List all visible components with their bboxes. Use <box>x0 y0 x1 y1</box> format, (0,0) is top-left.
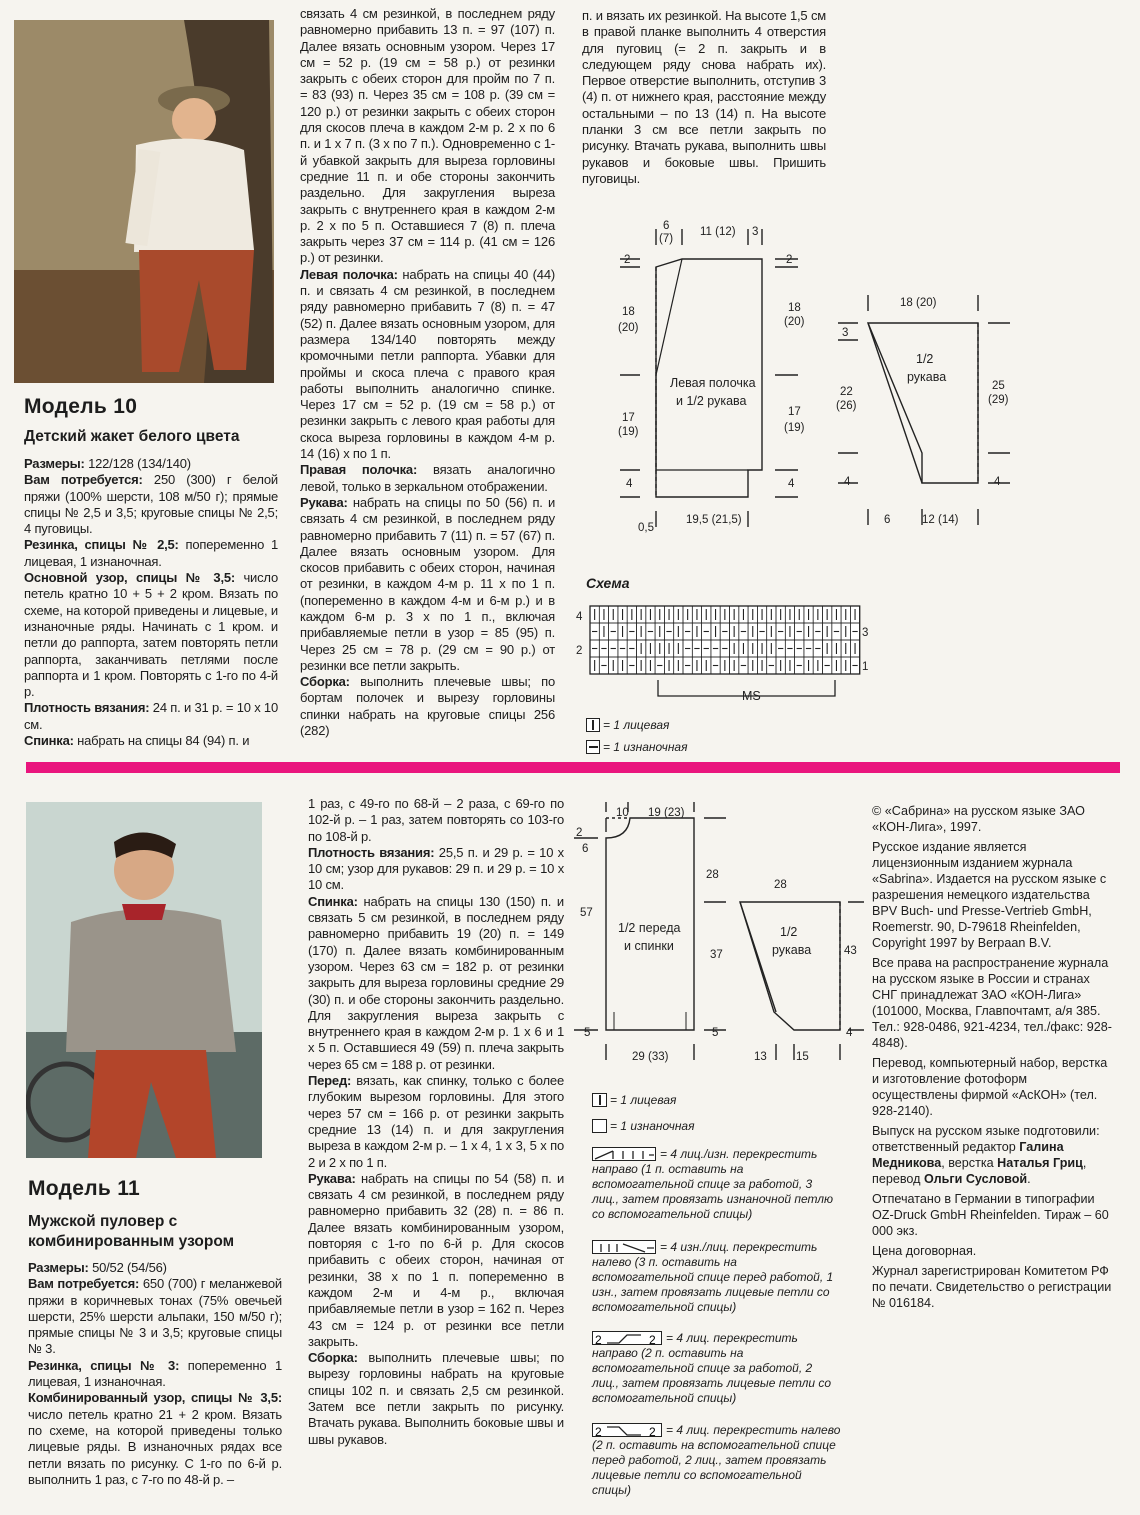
d11-label2: и спинки <box>624 939 674 953</box>
label-front1: Левая полочка <box>670 376 756 390</box>
man-illustration <box>26 802 262 1158</box>
d11-m28: 28 <box>706 869 719 881</box>
model10-col2 <box>300 6 555 739</box>
dim-s12: 12 (14) <box>922 514 959 526</box>
d11-m37: 37 <box>710 949 723 961</box>
m11c2-p2: Спинка: набрать на спицы 130 (150) п. и связать 5 см резинкой, в последнем ряду равномерно прибавить 19 (20) п. = 149 (170) п. Далее вязать комбинированным узором. Через 63 см = 182 р. от резинки закрыть для выреза горловины средние 29 (30) п. и обе стороны закончить раздельно. Для закругления выреза закрыть с внутреннего края в каждом 2-м р. 1 х 6 и 1 х 5 п. Оставшиеся 49 (59) п. плеча закрыть через 65 см = 188 р. от резинки. <box>308 893 564 1072</box>
legend-knit-symbol <box>586 718 600 732</box>
publisher-sidebar <box>872 803 1115 1315</box>
label-front2: и 1/2 рукава <box>676 394 747 408</box>
m10c2-p2: Правая полочка: вязать аналогично левой, только в зеркальном отображении. <box>300 462 555 494</box>
model11-schematic <box>566 798 866 1074</box>
dim-l4: 4 <box>626 478 633 490</box>
m11c2-p1: Плотность вязания: 25,5 п. и 29 р. = 10 х 10 см; узор для рукавов: 29 п. и 29 р. = 10 х 10 см. <box>308 844 564 893</box>
stitch-chart <box>570 598 890 708</box>
d11-s15: 15 <box>796 1051 809 1063</box>
row-2: 2 <box>576 645 583 657</box>
m11c2-p4: Рукава: набрать на спицы по 54 (58) п. и связать 4 см резинкой, в последнем ряду равномерно прибавить 32 (28) п. = 86 п. Далее вязать комбинированным узором, повторяя с 1-го по 6-й р. Для скосов прибавить с обеих сторон, начиная от резинки, 38 х по 1 п. попеременно в каждом 2-м и 4-м р., включая прибавляемые петли в узор = 162 п. Через 43 см = 124 р. от резинки все петли закрыть. <box>308 1170 564 1349</box>
dim-l17: 17 <box>622 412 635 424</box>
model11-col1 <box>28 1260 282 1488</box>
dim-s25: 25 <box>992 380 1005 392</box>
dim-11: 11 (12) <box>700 226 736 238</box>
schema-title: Схема <box>586 575 630 591</box>
m10c1-p0: Размеры: 122/128 (134/140) <box>24 456 191 471</box>
m10c1-p5: Спинка: набрать на спицы 84 (94) п. и <box>24 733 250 749</box>
m10c1-p2: Резинка, спицы № 2,5: попеременно 1 лицевая, 1 изнаночная. <box>24 537 278 569</box>
d11-s-label2: рукава <box>772 943 812 957</box>
d11-l5: 5 <box>584 1027 591 1039</box>
dim-s-top: 18 (20) <box>900 297 937 309</box>
dim-r18b: (20) <box>784 316 805 328</box>
m10c3-p0: п. и вязать их резинкой. На высоте 1,5 см в правой планке выполнить 4 отверстия для пуговиц (= 2 п. закрыть и в следующем ряду снова набрать их). Первое отверстие выполнить, отступив 3 (4) п. от нижнего края, расстояние между остальными – по 13 (14) п. На высоте планки 3 см все петли закрыть по рисунку. Втачать рукава, выполнить швы рукавов и боковые швы. Пришить пуговицы. <box>582 8 826 186</box>
dim-s25b: (29) <box>988 394 1009 406</box>
d11-s4: 4 <box>846 1027 853 1039</box>
dim-s4r: 4 <box>994 476 1001 488</box>
dim-l2: 2 <box>624 254 631 266</box>
d11-l6: 6 <box>582 843 589 855</box>
d11-t10: 10 <box>616 807 629 819</box>
d11-l57: 57 <box>580 907 593 919</box>
dim-6b: (7) <box>659 233 674 245</box>
d11-s28: 28 <box>774 879 787 891</box>
model10-subtitle: Детский жакет белого цвета <box>24 428 240 445</box>
sidebar-translation: Перевод, компьютерный набор, верстка и изготовление фотоформ осуществлены фирмой «АсКОН» (тел. 928-2140). <box>872 1056 1108 1118</box>
sidebar-registration: Журнал зарегистрирован Комитетом РФ по печати. Свидетельство о регистрации № 016184. <box>872 1264 1112 1310</box>
dim-s22b: (26) <box>836 400 857 412</box>
legend-purl-symbol <box>586 740 600 754</box>
model11-photo <box>26 802 262 1158</box>
legend-purl-text: = 1 изнаночная <box>603 740 688 754</box>
model11-subtitle: Мужской пуловер с комбинированным узором <box>28 1213 235 1250</box>
m11-legend-c3: = 4 лиц. перекрестить направо (2 п. оставить на вспомогательной спице за работой, 2 лиц., затем провязать лицевые петли со вспомогательной спицы) <box>592 1331 832 1405</box>
model10-photo <box>14 20 274 383</box>
label-sleeve1: 1/2 <box>916 352 934 366</box>
svg-text:2: 2 <box>649 1333 656 1345</box>
d11-s13: 13 <box>754 1051 767 1063</box>
m11-legend-c1: = 4 лиц./изн. перекрестить направо (1 п. оставить на вспомогательной спице за работой, 3 лиц., затем провязать изнаночной петлю со вспомогательной спицы) <box>592 1147 834 1221</box>
dim-05: 0,5 <box>638 522 654 534</box>
m11c1-p2: Резинка, спицы № 3: попеременно 1 лицевая, 1 изнаночная. <box>28 1357 282 1390</box>
m11-legend-knit-symbol <box>592 1093 607 1107</box>
model10-col3 <box>582 8 826 187</box>
svg-text:2: 2 <box>595 1333 602 1345</box>
dim-l18b: (20) <box>618 322 639 334</box>
dim-s22: 22 <box>840 386 853 398</box>
row-3: 3 <box>862 627 869 639</box>
m10c2-p1: Левая полочка: набрать на спицы 40 (44) п. и связать 4 см резинкой, в последнем ряду равномерно прибавить 7 (8) п. = 47 (52) п. Далее вязать основным узором, для размера 134/140 повторять между кромочными петли раппорта. Убавки для проймы и скоса плеча с правого края работы выполнить аналогично спинке. Через 17 см = 52 р. (19 см = 58 р.) от резинки закрыть с левого края работы для скоса выреза горловины в каждом 4-м р. 14 (16) х по 1 п. <box>300 266 555 462</box>
dim-6: 6 <box>663 220 670 232</box>
section-divider <box>26 762 1120 773</box>
m11-legend-purl: = 1 изнаночная <box>610 1119 695 1133</box>
model10-schematic <box>600 215 1030 535</box>
dim-r17: 17 <box>788 406 801 418</box>
dim-l17b: (19) <box>618 426 639 438</box>
d11-b29: 29 (33) <box>632 1051 669 1063</box>
d11-label1: 1/2 переда <box>618 921 681 935</box>
dim-s3: 3 <box>842 327 849 339</box>
m10c1-p3: Основной узор, спицы № 3,5: число петель кратно 10 + 5 + 2 кром. Вязать по схеме, на которой приведены и лицевые, и изнаночные ряды. Начинать с 1 кром. и петли до раппорта, затем повторять петли раппорта, заканчивать петлями после раппорта и 1 кром. Повторять с 1-го по 4-й р. <box>24 570 278 700</box>
model10-col1 <box>24 456 278 749</box>
svg-text:2: 2 <box>595 1425 602 1437</box>
m11-legend-knit: = 1 лицевая <box>610 1093 677 1107</box>
m11-legend-c4: = 4 лиц. перекрестить налево (2 п. оставить на вспомогательной спице перед работой, 2 лиц., затем провязать лицевые петли со вспомогательной спицы) <box>592 1423 841 1497</box>
d11-r5: 5 <box>712 1027 719 1039</box>
dim-r17b: (19) <box>784 422 805 434</box>
dim-s6: 6 <box>884 514 891 526</box>
d11-s43: 43 <box>844 945 857 957</box>
boy-illustration <box>14 20 274 383</box>
m11c1-p0: Размеры: 50/52 (54/56) <box>28 1260 167 1275</box>
m11c1-p3: Комбинированный узор, спицы № 3,5: число петель кратно 21 + 2 кром. Вязать по схеме, на которой приведены только лицевые ряды. В изнаночных рядах все петли вязать по рисунку. С 1-го по 6-й р. выполнить 1 раз, с 7-го по 48-й р. – <box>28 1390 282 1487</box>
dim-r18: 18 <box>788 302 801 314</box>
m10c2-p3: Рукава: набрать на спицы по 50 (56) п. и связать 4 см резинкой, в последнем ряду равномерно прибавить 7 (11) п. = 57 (67) п. Далее вязать основным узором. Для скосов прибавить с обеих сторон, начиная от резинки, в каждом 4-м р. 11 х по 1 п. (попеременно в каждом 4-м и 6-м р.) и в каждом 6-м р. 3 х по 1 п., включая прибавляемые петли в узор = 85 (95) п. Через 25 см = 78 р. (29 см = 90 р.) от резинки все петли закрыть. <box>300 494 555 673</box>
m10c1-p1: Вам потребуется: 250 (300) г белой пряжи (100% шерсти, 108 м/50 г); прямые спицы № 2,5 и 3,5; круговые спицы № 2,5; 4 пуговицы. <box>24 472 278 537</box>
sidebar-copyright: © «Сабрина» на русском языке ЗАО «КОН-Лига», 1997. <box>872 804 1085 834</box>
d11-s-label1: 1/2 <box>780 925 798 939</box>
m11c2-p0: 1 раз, с 49-го по 68-й – 2 раза, с 69-го по 102-й р. – 1 раз, затем повторять со 103-го по 108-й р. <box>308 796 564 844</box>
dim-l18: 18 <box>622 306 635 318</box>
model11-title: Модель 11 <box>28 1177 141 1200</box>
sidebar-rights: Все права на распространение журнала на русском языке в России и странах СНГ принадлежат ЗАО «КОН-Лига» (101000, Москва, Главпочтамт, а/я 385. Тел.: 928-0486, 921-4234, тел./факс: 928-4848). <box>872 956 1112 1050</box>
dim-s4l: 4 <box>844 476 851 488</box>
m11c1-p1: Вам потребуется: 650 (700) г меланжевой пряжи в коричневых тонах (75% овечьей шерсти, 25% шерсти альпаки, 150 м/50 г); прямые спицы № 3 и 3,5; круговые спицы № 3. <box>28 1276 282 1357</box>
dim-3: 3 <box>752 226 759 238</box>
model10-title: Модель 10 <box>24 395 138 418</box>
m11c2-p3: Перед: вязать, как спинку, только с более глубоким вырезом горловины. Для этого через 57 см = 166 р. от резинки закрыть средние 13 (14) п. и для закругления выреза в каждом 2-м р. – 1 х 4, 1 х 3, 5 х по 2 и 2 х по 1 п. <box>308 1073 564 1170</box>
sidebar-printing: Отпечатано в Германии в типографии OZ-Druck GmbH Rheinfelden. Тираж – 60 000 экз. <box>872 1192 1109 1238</box>
sidebar-price: Цена договорная. <box>872 1244 977 1258</box>
m11-legend-purl-symbol <box>592 1119 607 1133</box>
d11-l2: 2 <box>576 827 583 839</box>
m10c2-p4: Сборка: выполнить плечевые швы; по бортам полочек и вырезу горловины спинки набрать на круговые спицы 256 (282) <box>300 674 555 739</box>
row-1: 1 <box>862 661 869 673</box>
m11c2-p5: Сборка: выполнить плечевые швы; по вырезу горловины набрать на круговые спицы 102 п. и связать 2,5 см резинкой. Затем все петли закрыть по рисунку. Втачать рукава. Выполнить боковые швы и швы рукавов. <box>308 1350 564 1447</box>
sidebar-credits: Выпуск на русском языке подготовили: ответственный редактор Галина Медникова, верстка Наталья Гриц, перевод Ольги Сусловой. <box>872 1124 1100 1186</box>
m10c2-p0: связать 4 см резинкой, в последнем ряду равномерно прибавить 13 п. = 97 (107) п. Далее вязать основным узором. Через 17 см = 52 р. (19 см = 58 р.) от резинки закрыть с обеих сторон для пройм по 7 п. = 83 (93) п. Через 35 см = 108 р. (39 см = 120 р.) от резинки закрыть с обеих сторон для скосов плеча в каждом 2-м р. 2 х по 6 п. и 1 х 7 п. (3 х по 7 п.). Одновременно с 1-й убавкой закрыть для выреза горловины средние 11 п. и обе стороны закончить раздельно. Для закругления выреза закрыть с внутреннего края в каждом 2-м р. 2 х по 5 п. Оставшиеся 7 (8) п. плеча закрыть через 37 см = 114 р. (41 см = 126 р.) от резинки. <box>300 6 555 266</box>
m10c1-p4: Плотность вязания: 24 п. и 31 р. = 10 х 10 см. <box>24 700 278 732</box>
label-sleeve2: рукава <box>907 370 947 384</box>
dim-195: 19,5 (21,5) <box>686 514 742 526</box>
legend-knit-text: = 1 лицевая <box>603 718 670 732</box>
m11-legend-c2: = 4 изн./лиц. перекрестить налево (3 п. оставить на вспомогательной спице перед работой, 1 изн., затем провязать лицевые петли со вспомогательной спицы) <box>592 1240 834 1314</box>
d11-t19: 19 (23) <box>648 807 685 819</box>
svg-text:2: 2 <box>649 1425 656 1437</box>
sidebar-license: Русское издание является лицензионным изданием журнала «Sabrina». Издается на русском языке с разрешения немецкого издательства BPV Buch- und Presse-Vertrieb GmbH, Roemerstr. 90, D-79618 Rheinfelden, Copyright 1997 by Berpaan B.V. <box>872 840 1107 950</box>
chart-grid <box>590 606 860 674</box>
dim-r2: 2 <box>786 254 793 266</box>
ms-label: MS <box>742 689 761 703</box>
row-4: 4 <box>576 611 583 623</box>
dim-r4: 4 <box>788 478 795 490</box>
model11-col2 <box>308 796 564 1448</box>
